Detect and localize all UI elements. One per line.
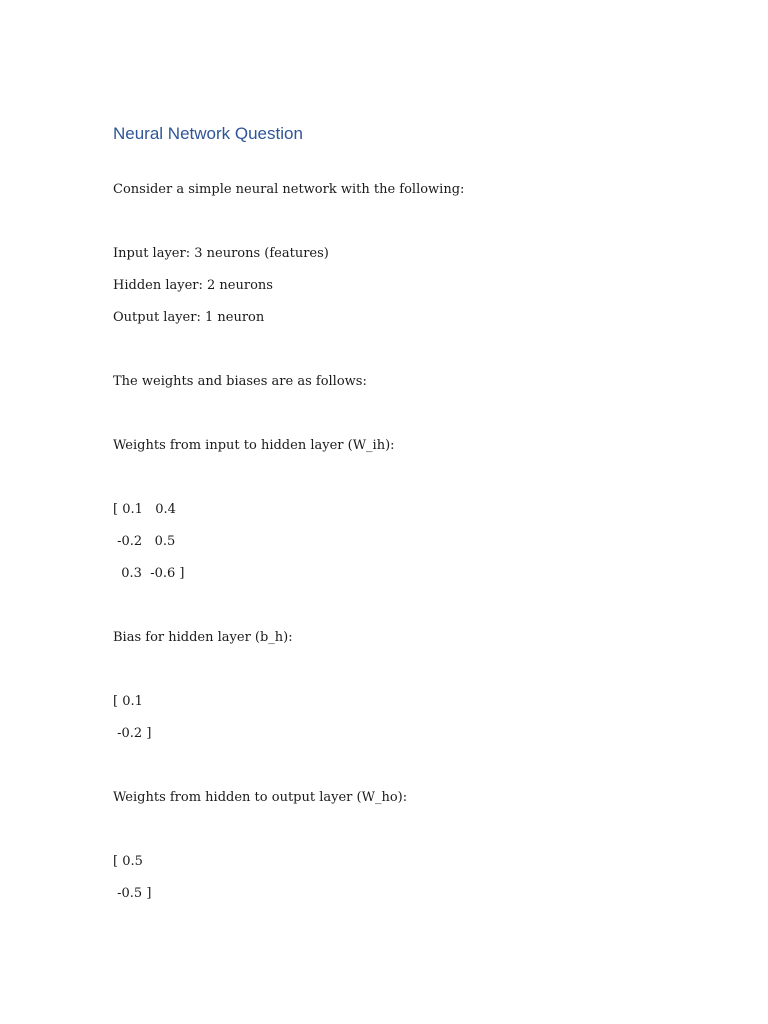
b-h-row-2: -0.2 ] [113, 726, 152, 741]
w-ih-row-3: 0.3 -0.6 ] [113, 566, 185, 581]
intro-text: Consider a simple neural network with the following: [113, 182, 465, 197]
w-ih-row-1: [ 0.1 0.4 [113, 502, 176, 517]
hidden-layer-text: Hidden layer: 2 neurons [113, 278, 273, 293]
w-ih-row-2: -0.2 0.5 [113, 534, 176, 549]
w-ho-row-1: [ 0.5 [113, 854, 143, 869]
input-layer-text: Input layer: 3 neurons (features) [113, 246, 329, 261]
w-ih-heading: Weights from input to hidden layer (W_ih): [113, 438, 395, 453]
weights-biases-intro: The weights and biases are as follows: [113, 374, 367, 389]
w-ho-heading: Weights from hidden to output layer (W_ho): [113, 790, 408, 805]
output-layer-text: Output layer: 1 neuron [113, 310, 265, 325]
page-title: Neural Network Question [113, 124, 303, 143]
w-ho-row-2: -0.5 ] [113, 886, 152, 901]
b-h-row-1: [ 0.1 [113, 694, 143, 709]
b-h-heading: Bias for hidden layer (b_h): [113, 630, 293, 645]
